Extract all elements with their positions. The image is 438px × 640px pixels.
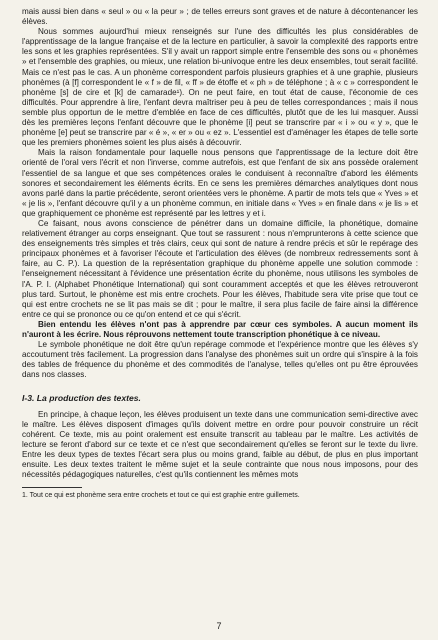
emphasis-paragraph: Bien entendu les élèves n'ont pas à apprendre par cœur ces symboles. A aucun moment ils n'auront à les écrire. Nous réprouvons nettement toute transcription phonétique à ce niveau. <box>22 319 418 339</box>
body-paragraph: mais aussi bien dans « seul » ou « la peur » ; de telles erreurs sont graves et de nature à décontenancer les élèves. <box>22 7 418 27</box>
section-heading: I-3. La production des textes. <box>22 393 141 404</box>
footnote: 1. Tout ce qui est phonème sera entre crochets et tout ce qui est graphie entre guillemets. <box>22 492 300 500</box>
section-paragraph: En principe, à chaque leçon, les élèves produisent un texte dans une communication semi-directive avec le maître. Les élèves disposent d'images qu'ils doivent mettre en ordre pour pouvoir construire un récit cohérent. Ce texte, mis au point oralement est ensuite transcrit au tableau par le maître. Les activités de lecture se feront d'abord sur ce texte et ce n'est que secondairement qu'elles se feront sur le texte du livre. Entre les deux types de textes l'écart sera plus ou moins grand, faible au début, de plus en plus important ensuite. Les deux textes traitent le même sujet et la seule contrainte que nous nous imposons, pour des nécessités pédagogiques naturelles, c'est qu'ils contiennent les mêmes mots <box>22 409 418 480</box>
body-paragraph: Nous sommes aujourd'hui mieux renseignés sur l'une des difficultés les plus considérables de l'apprentissage de la langue française et de la lecture en particulier, à savoir la complexité des rapports entre les sons et les graphies représentées. S'il y avait un rapport simple entre l'ensemble des sons ou « phonèmes » et l'ensemble des graphies, ou mieux, une relation bi-univoque entre les deux ensembles, tout serait facilité. Mais ce n'est pas le cas. A un phonème correspondent parfois plusieurs graphies et à une graphie, plusieurs phonèmes (à [f] correspondent le « f » de fil, « ff » de étoffe et « ph » de téléphone ; à « c » correspondent le phonème [s] de cire et [k] de camarade¹). On ne peut faire, en tout état de cause, l'économie de ces difficultés. Pour apprendre à lire, l'enfant devra maîtriser peu à peu de telles correspondances ; mais il nous semble plus opportun de le mettre d'emblée en face de ces difficultés, plutôt que de les lui masquer. Aussi dès les premières leçons l'enfant découvre que le phonème [i] peut se transcrire par « i » ou « y », que le phonème [e] peut se transcrire par « é », « er » ou « ez ». L'essentiel est d'aménager les étapes de telle sorte que les premiers phonèmes soient les plus aisés à découvrir. <box>22 27 418 148</box>
body-paragraph: Mais la raison fondamentale pour laquelle nous pensons que l'apprentissage de la lecture doit être orienté de l'oral vers l'écrit et non l'inverse, comme autrefois, est que l'enfant de six ans possède oralement l'essentiel de sa langue et que ses compétences orales le conduisent à reconnaître d'abord les éléments sonores et secondairement les éléments écrits. En ce sens les premières démarches analytiques dont nous avons parlé dans la partie précédente, seront orientées vers le phonème. A partir de mots tels que « Yves » et « je lis », l'enfant découvre qu'il y a un phonème commun, en initiale dans « Yves » en finale dans « je lis » et que graphiquement ce phonème est représenté par les lettres y et i. <box>22 148 418 218</box>
page-number: 7 <box>216 621 222 631</box>
body-paragraph: Le symbole phonétique ne doit être qu'un repérage commode et l'expérience montre que les élèves s'y accoutument très facilement. La progression dans l'analyse des phonèmes suit un ordre qui s'inspire à la fois des tables de fréquence du phonème et des commodités de l'analyse, telles qu'elles ont pu être éprouvées dans nos classes. <box>22 340 418 380</box>
footnote-divider <box>22 487 82 488</box>
body-paragraph: Ce faisant, nous avons conscience de pénétrer dans un domaine difficile, la phonétique, domaine relativement étranger au corps enseignant. Que tout se rassurent : nous n'emprunterons à cette science que des enseignements très simples et très clairs, ceux qui sont de nature à rendre précis et sûr le repérage des principaux phonèmes et à favoriser l'écoute et l'articulation des élèves (de nombreux redressements sont à faire, au C. P.). La question de la représentation graphique du phonème appelle une solution commode : l'enseignement nécessitant à l'évidence une présentation écrite du phonème, nous utilisons les symboles de l'A. P. I. (Alphabet Phonétique International) qui sont couramment acceptés et que les élèves retrouveront plus tard. Surtout, le phonème est mis entre crochets. Pour les élèves, l'habitude sera vite prise que tout ce qui est entre crochets ne se lit pas mais se dit ; pour le maître, il sera plus facile de faire ainsi la différence entre ce qui se prononce ou ce qu'on entend et ce qui s'écrit. <box>22 218 418 319</box>
